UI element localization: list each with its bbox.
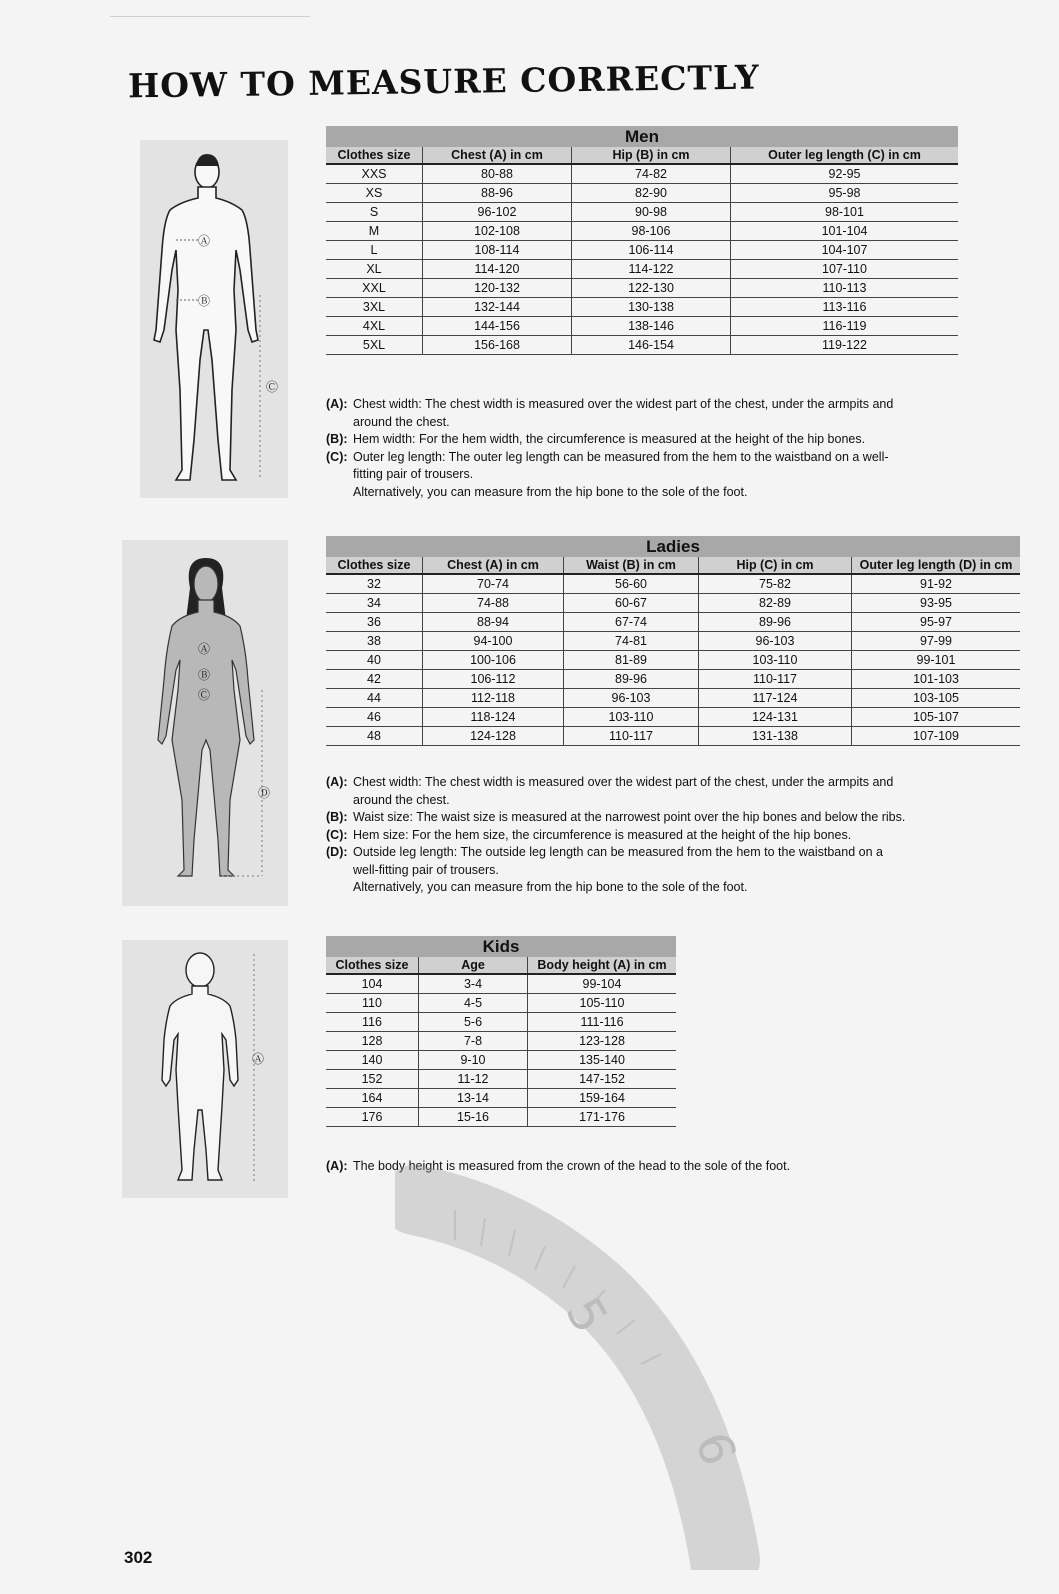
men-cell: 96-102 [423, 203, 572, 222]
men-cell: 3XL [326, 298, 423, 317]
men-cell: 144-156 [423, 317, 572, 336]
note-text: Chest width: The chest width is measured over the widest part of the chest, under the armpits and around the chest. [353, 397, 894, 429]
table-row [326, 1032, 676, 1051]
table-row [326, 594, 1020, 613]
note-item [326, 774, 906, 809]
note-item [326, 827, 906, 845]
note-item [326, 879, 906, 897]
page-title: HOW TO MEASURE CORRECTLY [127, 57, 760, 106]
ladies-notes [326, 774, 906, 897]
leg-marker-c: Ⓒ [266, 380, 279, 394]
ladies-cell: 117-124 [699, 689, 852, 708]
ladies-cell: 91-92 [852, 574, 1021, 594]
table-row [326, 1013, 676, 1032]
men-cell: 80-88 [423, 164, 572, 184]
note-text: Alternatively, you can measure from the hip bone to the sole of the foot. [353, 484, 748, 499]
ladies-cell: 74-81 [564, 632, 699, 651]
kids-cell: 4-5 [419, 994, 528, 1013]
table-row [326, 727, 1020, 746]
men-header-chest: Chest (A) in cm [423, 147, 572, 164]
page-number: 302 [124, 1548, 153, 1567]
kids-cell: 11-12 [419, 1070, 528, 1089]
table-row [326, 994, 676, 1013]
ladies-cell: 75-82 [699, 574, 852, 594]
kids-cell: 147-152 [528, 1070, 677, 1089]
table-row [326, 1089, 676, 1108]
tape-measure-icon [395, 1140, 815, 1570]
men-cell: L [326, 241, 423, 260]
men-cell: 90-98 [572, 203, 731, 222]
men-cell: 5XL [326, 336, 423, 355]
ladies-cell: 105-107 [852, 708, 1021, 727]
ladies-cell: 101-103 [852, 670, 1021, 689]
kids-cell: 171-176 [528, 1108, 677, 1127]
ladies-cell: 82-89 [699, 594, 852, 613]
note-text: Chest width: The chest width is measured over the widest part of the chest, under the armpits and around the chest. [353, 775, 894, 807]
men-table-body [326, 164, 958, 355]
note-text: Hem size: For the hem size, the circumference is measured at the height of the hip bones. [353, 827, 852, 842]
ladies-cell: 46 [326, 708, 423, 727]
kids-cell: 7-8 [419, 1032, 528, 1051]
men-cell: 101-104 [731, 222, 959, 241]
table-row [326, 336, 958, 355]
kids-figure-box [122, 940, 288, 1198]
ladies-cell: 103-110 [699, 651, 852, 670]
men-cell: 120-132 [423, 279, 572, 298]
ladies-cell: 97-99 [852, 632, 1021, 651]
ladies-cell: 103-105 [852, 689, 1021, 708]
table-row [326, 1070, 676, 1089]
child-silhouette-icon [122, 940, 288, 1198]
tape-mark-5: 5 [554, 1288, 619, 1343]
kids-table-body [326, 974, 676, 1127]
ladies-cell: 81-89 [564, 651, 699, 670]
men-cell: 122-130 [572, 279, 731, 298]
ladies-cell: 56-60 [564, 574, 699, 594]
woman-silhouette-icon [122, 540, 288, 906]
note-text: Outer leg length: The outer leg length can be measured from the hem to the waistband on a well-fitting pair of trousers. [353, 449, 889, 481]
ladies-cell: 124-131 [699, 708, 852, 727]
note-key: (A): [326, 775, 348, 789]
ladies-cell: 99-101 [852, 651, 1021, 670]
table-row [326, 279, 958, 298]
ladies-header-hip: Hip (C) in cm [699, 557, 852, 574]
men-header-hip: Hip (B) in cm [572, 147, 731, 164]
waist-marker-b: Ⓑ [198, 668, 211, 682]
kids-cell: 99-104 [528, 974, 677, 994]
men-cell: XL [326, 260, 423, 279]
note-key: (B): [326, 432, 348, 446]
ladies-cell: 107-109 [852, 727, 1021, 746]
kids-cell: 116 [326, 1013, 419, 1032]
men-cell: 138-146 [572, 317, 731, 336]
note-item [326, 396, 906, 431]
kids-cell: 159-164 [528, 1089, 677, 1108]
ladies-cell: 100-106 [423, 651, 564, 670]
men-cell: 108-114 [423, 241, 572, 260]
ladies-cell: 112-118 [423, 689, 564, 708]
ladies-header-waist: Waist (B) in cm [564, 557, 699, 574]
men-cell: 156-168 [423, 336, 572, 355]
men-cell: 104-107 [731, 241, 959, 260]
kids-cell: 111-116 [528, 1013, 677, 1032]
table-row [326, 613, 1020, 632]
ladies-cell: 48 [326, 727, 423, 746]
table-row [326, 241, 958, 260]
ladies-cell: 44 [326, 689, 423, 708]
ladies-cell: 131-138 [699, 727, 852, 746]
ladies-header-leg: Outer leg length (D) in cm [852, 557, 1021, 574]
top-rule [110, 16, 310, 17]
ladies-cell: 96-103 [564, 689, 699, 708]
note-key: (A): [326, 1159, 348, 1173]
men-cell: 146-154 [572, 336, 731, 355]
ladies-cell: 74-88 [423, 594, 564, 613]
kids-cell: 5-6 [419, 1013, 528, 1032]
men-cell: 74-82 [572, 164, 731, 184]
table-row [326, 689, 1020, 708]
table-row [326, 632, 1020, 651]
ladies-cell: 60-67 [564, 594, 699, 613]
table-row [326, 574, 1020, 594]
ladies-cell: 88-94 [423, 613, 564, 632]
kids-cell: 164 [326, 1089, 419, 1108]
ladies-table-body [326, 574, 1020, 746]
table-row [326, 1051, 676, 1070]
men-cell: 114-122 [572, 260, 731, 279]
note-key: (A): [326, 397, 348, 411]
ladies-cell: 40 [326, 651, 423, 670]
ladies-header-size: Clothes size [326, 557, 423, 574]
note-key: (D): [326, 845, 348, 859]
ladies-cell: 89-96 [699, 613, 852, 632]
ladies-cell: 42 [326, 670, 423, 689]
ladies-cell: 110-117 [564, 727, 699, 746]
kids-cell: 128 [326, 1032, 419, 1051]
table-row [326, 708, 1020, 727]
table-row [326, 670, 1020, 689]
men-cell: M [326, 222, 423, 241]
men-cell: 107-110 [731, 260, 959, 279]
men-cell: 88-96 [423, 184, 572, 203]
note-text: Alternatively, you can measure from the hip bone to the sole of the foot. [353, 880, 748, 894]
leg-marker-d: Ⓓ [258, 786, 271, 800]
table-row [326, 651, 1020, 670]
ladies-table-title: Ladies [326, 536, 1020, 557]
note-text: Outside leg length: The outside leg length can be measured from the hem to the waistband on a well-fitting pair of trousers. [353, 845, 883, 877]
men-cell: 113-116 [731, 298, 959, 317]
kids-cell: 13-14 [419, 1089, 528, 1108]
men-cell: 116-119 [731, 317, 959, 336]
note-key [326, 484, 353, 502]
note-item [326, 484, 906, 502]
kids-header-age: Age [419, 957, 528, 974]
kids-cell: 135-140 [528, 1051, 677, 1070]
kids-cell: 105-110 [528, 994, 677, 1013]
men-cell: S [326, 203, 423, 222]
table-row [326, 317, 958, 336]
table-row [326, 974, 676, 994]
kids-cell: 15-16 [419, 1108, 528, 1127]
men-cell: 95-98 [731, 184, 959, 203]
ladies-header-row [326, 557, 1020, 574]
man-silhouette-icon [140, 140, 288, 498]
kids-cell: 123-128 [528, 1032, 677, 1051]
chest-marker-a: Ⓐ [198, 642, 211, 656]
men-cell: 98-101 [731, 203, 959, 222]
chest-marker-a: Ⓐ [198, 234, 211, 248]
ladies-cell: 93-95 [852, 594, 1021, 613]
ladies-cell: 36 [326, 613, 423, 632]
note-item [326, 844, 906, 879]
note-item [326, 809, 906, 827]
ladies-cell: 118-124 [423, 708, 564, 727]
note-text: Hem width: For the hem width, the circumference is measured at the height of the hip bones. [353, 432, 866, 446]
tape-mark-6: 6 [683, 1424, 747, 1473]
ladies-cell: 124-128 [423, 727, 564, 746]
men-cell: 132-144 [423, 298, 572, 317]
ladies-cell: 34 [326, 594, 423, 613]
kids-header-size: Clothes size [326, 957, 419, 974]
ladies-cell: 38 [326, 632, 423, 651]
ladies-size-table [326, 536, 1020, 746]
ladies-cell: 67-74 [564, 613, 699, 632]
kids-cell: 140 [326, 1051, 419, 1070]
note-item [326, 449, 906, 484]
kids-table-title: Kids [326, 936, 676, 957]
kids-header-height: Body height (A) in cm [528, 957, 677, 974]
men-cell: 102-108 [423, 222, 572, 241]
note-text: Waist size: The waist size is measured at the narrowest point over the hip bones and below the ribs. [353, 810, 906, 824]
men-size-table [326, 126, 958, 355]
kids-cell: 9-10 [419, 1051, 528, 1070]
kids-size-table [326, 936, 676, 1127]
ladies-cell: 106-112 [423, 670, 564, 689]
hip-marker-b: Ⓑ [198, 294, 211, 308]
table-row [326, 260, 958, 279]
ladies-cell: 32 [326, 574, 423, 594]
men-cell: XS [326, 184, 423, 203]
height-marker-a: Ⓐ [252, 1052, 265, 1066]
men-cell: XXS [326, 164, 423, 184]
ladies-cell: 95-97 [852, 613, 1021, 632]
kids-cell: 3-4 [419, 974, 528, 994]
ladies-cell: 94-100 [423, 632, 564, 651]
note-key: (B): [326, 810, 348, 824]
note-key: (C): [326, 449, 348, 464]
kids-cell: 176 [326, 1108, 419, 1127]
men-cell: 82-90 [572, 184, 731, 203]
men-cell: 114-120 [423, 260, 572, 279]
ladies-cell: 96-103 [699, 632, 852, 651]
ladies-cell: 70-74 [423, 574, 564, 594]
men-header-size: Clothes size [326, 147, 423, 164]
table-row [326, 222, 958, 241]
kids-header-row [326, 957, 676, 974]
ladies-cell: 89-96 [564, 670, 699, 689]
men-notes [326, 396, 906, 501]
men-cell: 4XL [326, 317, 423, 336]
men-cell: 119-122 [731, 336, 959, 355]
men-figure-box [140, 140, 288, 498]
men-header-row [326, 147, 958, 164]
table-row [326, 184, 958, 203]
table-row [326, 298, 958, 317]
table-row [326, 203, 958, 222]
men-cell: 130-138 [572, 298, 731, 317]
men-cell: XXL [326, 279, 423, 298]
men-cell: 98-106 [572, 222, 731, 241]
ladies-figure-box [122, 540, 288, 906]
men-cell: 106-114 [572, 241, 731, 260]
kids-cell: 152 [326, 1070, 419, 1089]
ladies-cell: 110-117 [699, 670, 852, 689]
kids-cell: 110 [326, 994, 419, 1013]
table-row [326, 164, 958, 184]
men-table-title: Men [326, 126, 958, 147]
note-text: The body height is measured from the crown of the head to the sole of the foot. [353, 1159, 791, 1173]
ladies-header-chest: Chest (A) in cm [423, 557, 564, 574]
note-key [326, 879, 353, 897]
men-header-leg: Outer leg length (C) in cm [731, 147, 959, 164]
kids-cell: 104 [326, 974, 419, 994]
men-cell: 110-113 [731, 279, 959, 298]
ladies-cell: 103-110 [564, 708, 699, 727]
men-cell: 92-95 [731, 164, 959, 184]
table-row [326, 1108, 676, 1127]
hip-marker-c: Ⓒ [198, 688, 211, 702]
note-item [326, 431, 906, 449]
note-key: (C): [326, 827, 348, 842]
